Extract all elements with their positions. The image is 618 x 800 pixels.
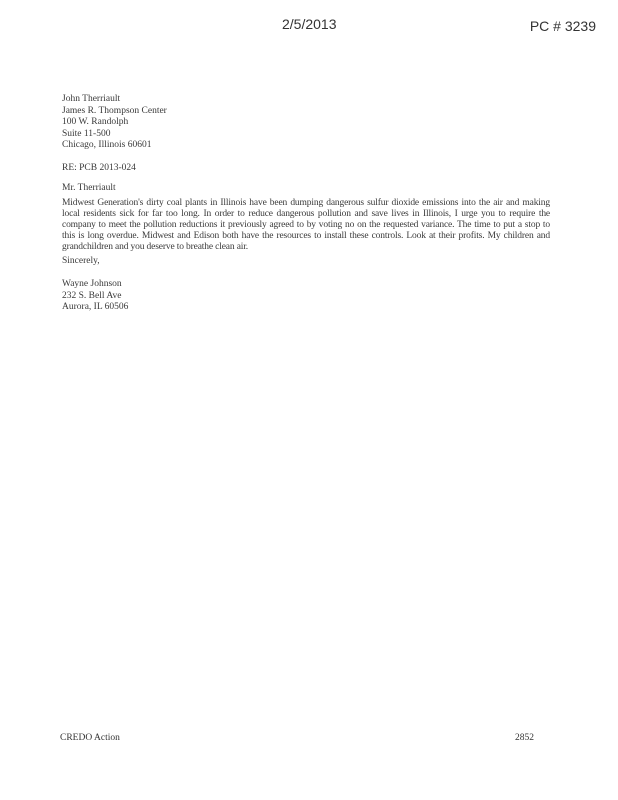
pc-number-stamp: PC # 3239 [529, 18, 596, 34]
footer-organization: CREDO Action [60, 733, 120, 743]
closing: Sincerely, [62, 256, 100, 266]
sender-city: Aurora, IL 60506 [62, 302, 129, 312]
recipient-suite: Suite 11-500 [62, 128, 111, 139]
recipient-building: James R. Thompson Center [62, 105, 167, 116]
re-line: RE: PCB 2013-024 [62, 163, 136, 173]
sender-street: 232 S. Bell Ave [62, 290, 122, 301]
fax-date-stamp: 2/5/2013 [282, 16, 337, 32]
sender-name: Wayne Johnson [62, 279, 122, 289]
footer-page-number: 2852 [515, 733, 534, 743]
recipient-city: Chicago, Illinois 60601 [62, 140, 152, 150]
recipient-address [62, 94, 167, 152]
salutation: Mr. Therriault [62, 183, 116, 193]
recipient-street: 100 W. Randolph [62, 117, 129, 127]
sender-signature-block [62, 279, 128, 314]
letter-body: Midwest Generation's dirty coal plants in Illinois have been dumping dangerous sulfur dioxide emissions into the air and making local residents sick for far too long. In order to reduce dangerous pollution and save lives in Illinois, I urge you to require the company to meet the pollution reductions it previously agreed to by voting no on the requested variance. The time to put a stop to this is long overdue. Midwest and Edison both have the resources to install these controls. Look at their profits. My children and grandchildren and you deserve to breathe clean air. [62, 198, 550, 252]
recipient-name: John Therriault [62, 94, 121, 104]
